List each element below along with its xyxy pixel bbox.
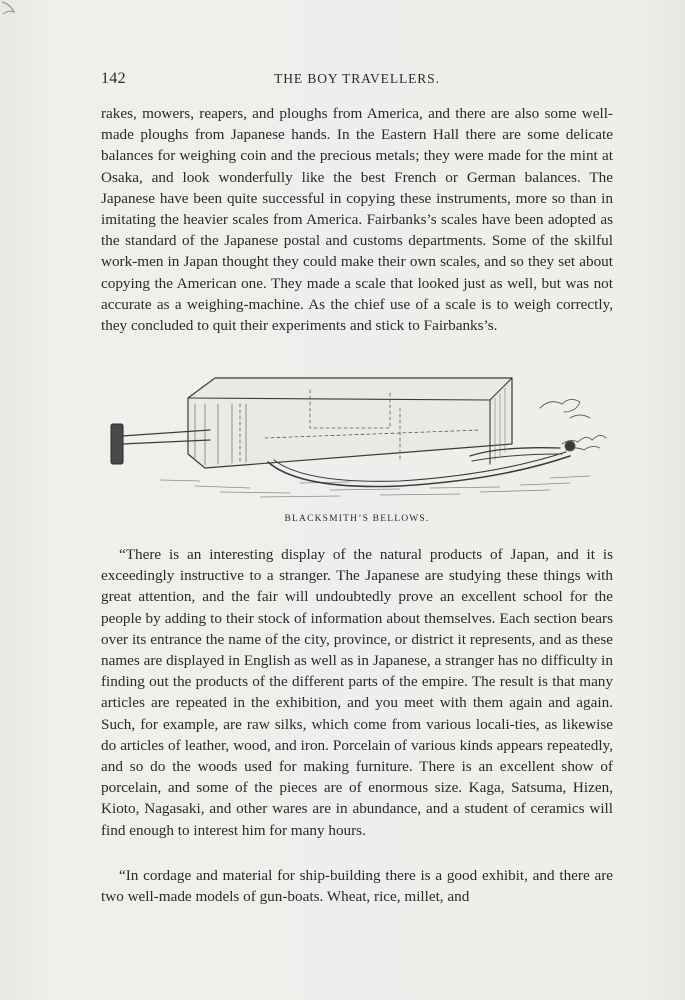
figure-caption: BLACKSMITH’S BELLOWS. [284, 514, 430, 524]
page-header [101, 70, 613, 90]
page-corner-mark [0, 0, 22, 22]
paragraph-natural-products: “There is an interesting display of the natural products of Japan, and it is exceedingly instructive to a stranger. The Japanese are studying these things with great attention, and the fair will undoubtedly prove an excellent school for the people by adding to their stock of information about themselves. Each section bears over its entrance the name of the city, province, or district it represents, and as these names are displayed in English as well as in Japanese, a stranger has no difficulty in finding out the products of the different parts of the empire. The result is that many articles are repeated in the exhibition, and you meet with them again and again. Such, for example, are raw silks, which come from various locali-ties, as likewise do articles of leather, wood, and iron. Porcelain of various kinds appears repeatedly, and so do the woods used for making furniture. There is an excellent show of porcelain, and some of the pieces are of enormous size. Kaga, Satsuma, Hizen, Kioto, Nagasaki, and other wares are in abundance, and a student of ceramics will find enough to interest him for many hours. [101, 546, 613, 839]
paragraph-cordage: “In cordage and material for ship-building there is a good exhibit, and there are two well-made models of gun-boats. Wheat, rice, millet, and [101, 867, 613, 906]
page-number: 142 [101, 70, 126, 87]
running-head: THE BOY TRAVELLERS. [274, 71, 440, 86]
paragraph-scales: rakes, mowers, reapers, and ploughs from America, and there are also some well-made ploughs from Japanese hands. In the Eastern Hall there are some delicate balances for weighing coin and the precious metals; they were made for the mint at Osaka, and look wonderfully like the best French or German balances. The Japanese have been quite successful in copying these instruments, more so than in imitating the heavier scales from America. Fairbanks’s scales have been adopted as the standard of the Japanese postal and customs departments. Some of the skilful work-men in Japan thought they could make their own scales, and so they set about copying the American one. They made a scale that looked just as well, but was not accurate as a weighing-machine. As the chief use of a scale is to weigh correctly, they concluded to quit their experiments and stick to Fairbanks’s. [101, 105, 613, 335]
bellows-illustration [100, 368, 620, 503]
